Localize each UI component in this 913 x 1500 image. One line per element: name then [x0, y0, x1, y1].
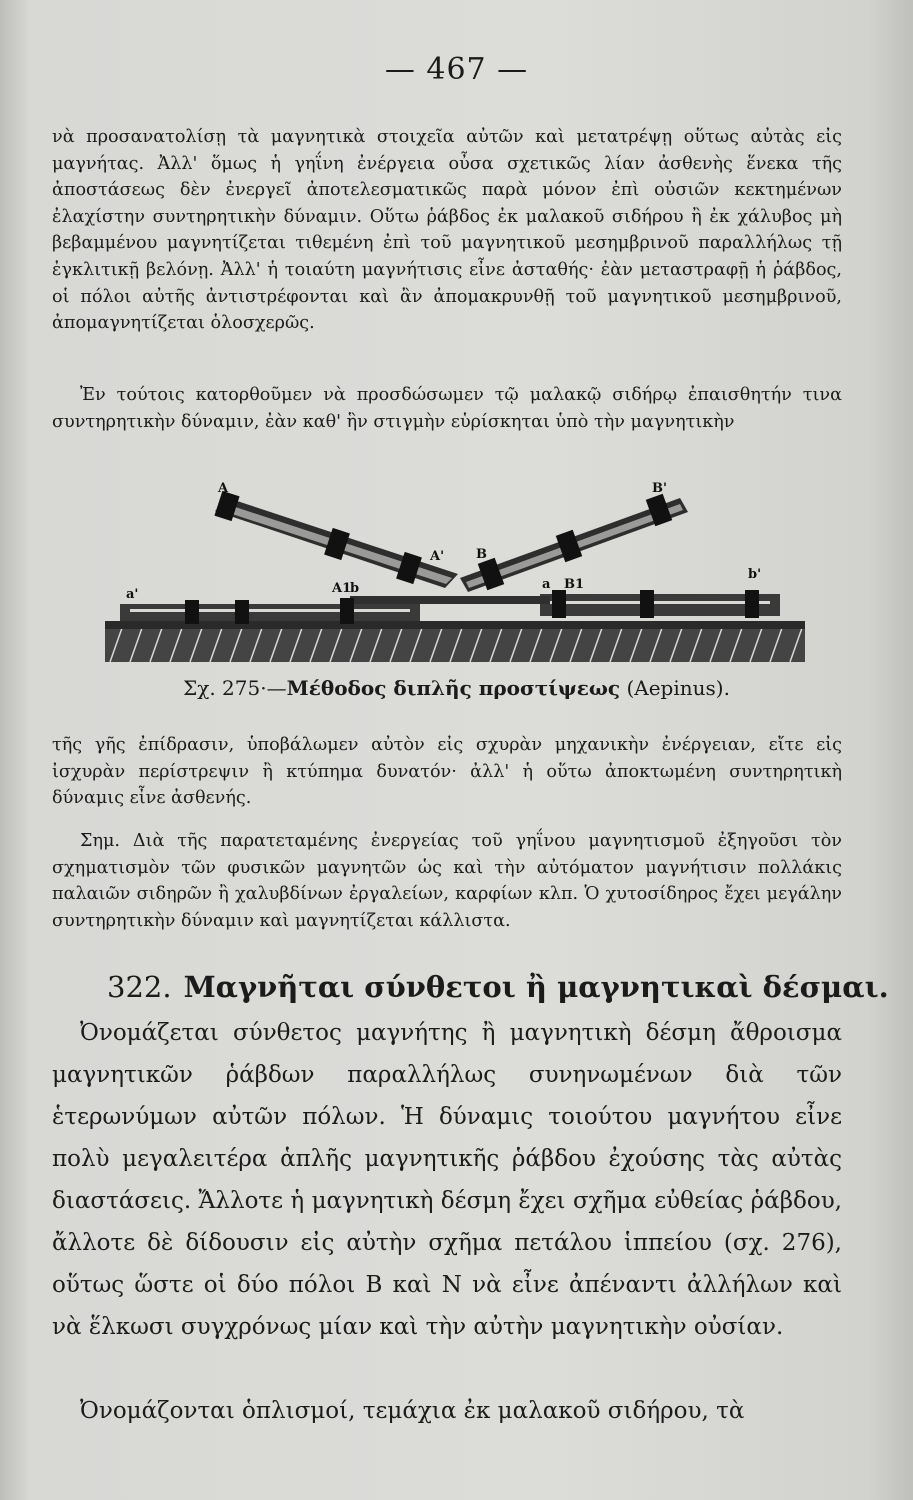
section-title: Μαγνῆται σύνθετοι ἢ μαγνητικαὶ δέσμαι. [183, 970, 889, 1004]
figure-table-top [105, 621, 805, 629]
figure-label: b [350, 581, 360, 596]
figure-label: a' [126, 587, 139, 602]
section-number: 322. [107, 970, 172, 1004]
paragraph-note: Σημ. Διὰ τῆς παρατεταμένης ἐνεργείας τοῦ γηΐνου μαγνητισμοῦ ἐξηγοῦσι τὸν σχηματισμὸν τῶν φυσικῶν μαγνητῶν ὡς καὶ τὴν αὐτόματον μαγνήτισιν πολλάκις παλαιῶν σιδηρῶν ἢ χαλυβδίνων ἐργαλείων, καρφίων κλπ. Ὁ χυτοσίδηρος ἔχει μεγάλην συντηρητικὴν δύναμιν καὶ μαγνητίζεται κάλλιστα. [52, 831, 842, 931]
caption-prefix: Σχ. 275·— [183, 676, 287, 700]
page-number: — 467 — [384, 52, 529, 87]
left-base-bar [120, 604, 420, 621]
figure-engraving [100, 478, 812, 668]
caption-suffix: (Aepinus). [620, 676, 730, 700]
figure-label: A [218, 481, 229, 496]
paragraph-armatures: Ὀνομάζονται ὁπλισμοί, τεμάχια ἐκ μαλακοῦ σιδήρου, τὰ [80, 1398, 745, 1424]
figure-label: a [542, 577, 551, 592]
middle-iron-bar [350, 596, 550, 604]
figure-label: b' [748, 567, 762, 582]
figure-label: B [476, 547, 487, 562]
figure-label: B' [652, 481, 667, 496]
paragraph-soft-iron: Ἐν τούτοις κατορθοῦμεν νὰ προσδώσωμεν τῷ μαλακῷ σιδήρῳ ἐπαισθητήν τινα συντηρητικὴν δύναμιν, ἐὰν καθ' ἣν στιγμὴν εὑρίσκηται ὑπὸ τὴν μαγνητικὴν [52, 385, 842, 432]
figure-label: A' [430, 549, 445, 564]
figure-label: A1 [332, 581, 352, 596]
paragraph-earth-magnetism: νὰ προσανατολίσῃ τὰ μαγνητικὰ στοιχεῖα αὐτῶν καὶ μετατρέψῃ οὕτως αὐτὰς εἰς μαγνήτας. Ἀλλ' ὅμως ἡ γηΐνη ἐνέργεια οὖσα σχετικῶς λίαν ἀσθενὴς ἕνεκα τῆς ἀποστάσεως δὲν ἐνεργεῖ ἀποτελεσματικῶς παρὰ μόνον ἐπὶ οὐσιῶν κεκτημένων ἐλαχίστην συντηρητικὴν δύναμιν. Οὕτω ῥάβδος ἐκ μαλακοῦ σιδήρου ἢ ἐκ χάλυβος μὴ βεβαμμένου μαγνητίζεται τιθεμένη ἐπὶ τοῦ μαγνητικοῦ μεσημβρινοῦ παραλλήλως τῇ ἐγκλιτικῇ βελόνῃ. Ἀλλ' ἡ τοιαύτη μαγνήτισις εἶνε ἀσταθής· ἐὰν μεταστραφῇ ἡ ῥάβδος, οἱ πόλοι αὐτῆς ἀντιστρέφονται καὶ ἂν ἀπομακρυνθῇ τοῦ μαγνητικοῦ μεσημβρινοῦ, ἀπομαγνητίζεται ὁλοσχερῶς. [52, 127, 842, 334]
figure-caption [0, 676, 913, 700]
figure-double-touch-method [100, 478, 812, 668]
figure-label: B1 [564, 577, 585, 592]
paragraph-compound-magnets: Ὀνομάζεται σύνθετος μαγνήτης ἢ μαγνητικὴ δέσμη ἄθροισμα μαγνητικῶν ῥάβδων παραλλήλως συνηνωμένων διὰ τῶν ἑτερωνύμων αὐτῶν πόλων. Ἡ δύναμις τοιούτου μαγνήτου εἶνε πολὺ μεγαλειτέρα ἁπλῆς μαγνητικῆς ῥάβδου ἐχούσης τὰς αὐτὰς διαστάσεις. Ἄλλοτε ἡ μαγνητικὴ δέσμη ἔχει σχῆμα εὐθείας ῥάβδου, ἄλλοτε δὲ δίδουσιν εἰς αὐτὴν σχῆμα πετάλου ἱππείου (σχ. 276), οὕτως ὥστε οἱ δύο πόλοι Β καὶ Ν νὰ εἶνε ἀπέναντι ἀλλήλων καὶ νὰ ἕλκωσι συγχρόνως μίαν καὶ τὴν αὐτὴν μαγνητικὴν οὐσίαν. [52, 1020, 842, 1340]
left-inclined-magnet [214, 491, 458, 588]
section-heading [107, 970, 889, 1004]
right-base-bar [540, 594, 780, 616]
paragraph-earth-influence: τῆς γῆς ἐπίδρασιν, ὑποβάλωμεν αὐτὸν εἰς σχυρὰν μηχανικὴν ἐνέργειαν, εἴτε εἰς ἰσχυρὰν περίστρεψιν ἢ κτύπημα δυνατόν· ἀλλ' ἡ οὕτω ἀποκτωμένη συντηρητικὴ δύναμις εἶνε ἀσθενής. [52, 735, 842, 809]
caption-title: Μέθοδος διπλῆς προστίψεως [286, 676, 621, 700]
